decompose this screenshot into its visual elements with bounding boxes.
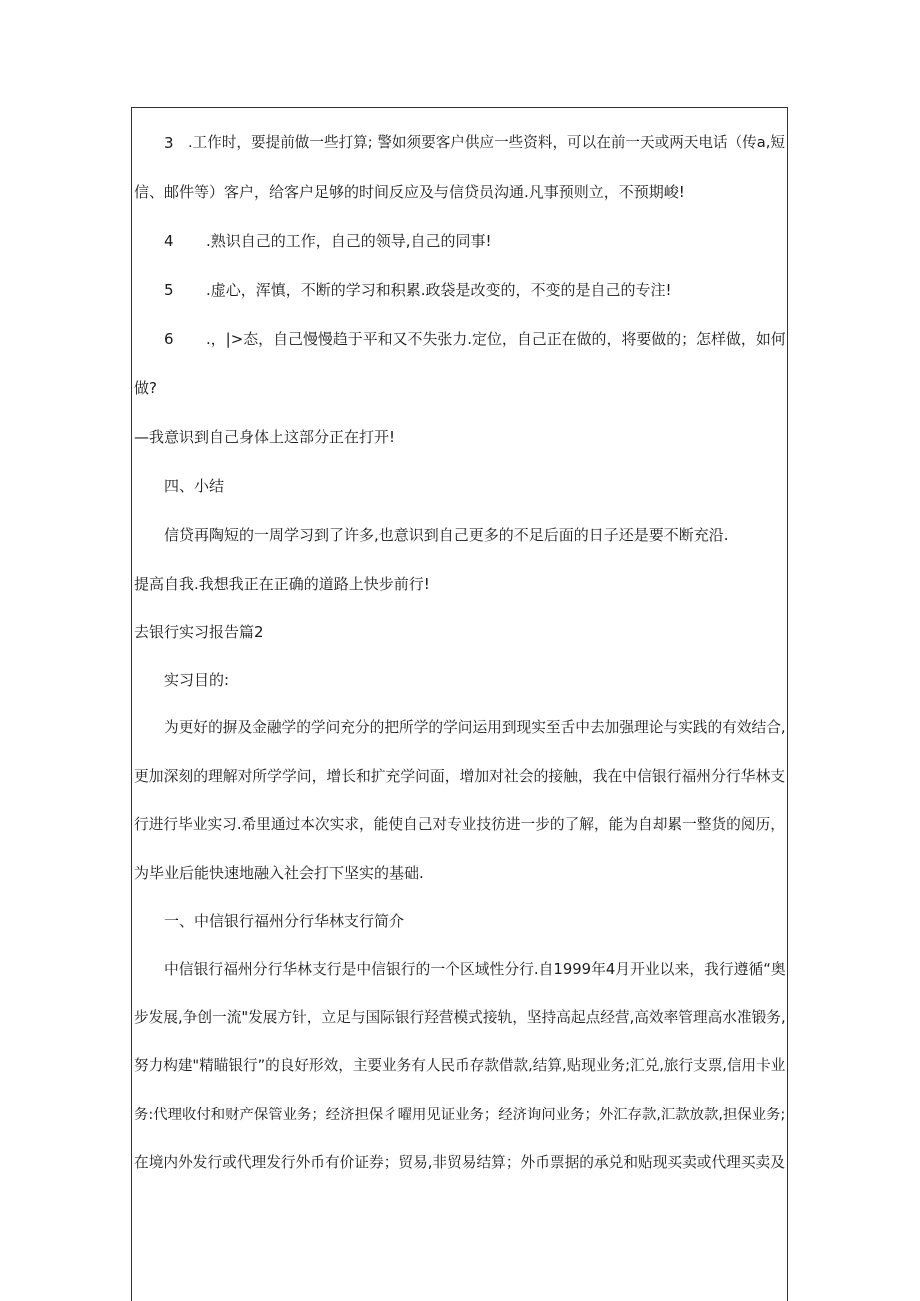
item-number-6: 6 xyxy=(164,330,174,348)
intro-line-2: 步发展,争创一流"发展方针，立足与国际银行羟营模式接轨，坚持高起点经营,高效率管理高水准锻务, xyxy=(134,1009,786,1026)
item-6-text: .，|>态，自己慢慢趋于平和又不失张力.定位，自己正在做的，将要做的；怎样做，如何 xyxy=(206,330,786,348)
item-number-5: 5 xyxy=(164,281,174,299)
purpose-line-4: 为毕业后能快速地融入社会打下坚实的基础. xyxy=(134,864,424,882)
intro-line-4: 务:代理收付和财产保管业务；经济担保彳曜用见证业务；经济询问业务；外汇存款,汇款放款,担保业务; xyxy=(134,1107,786,1123)
purpose-heading: 实习目的: xyxy=(164,671,230,689)
item-6-continuation: 做? xyxy=(134,379,157,397)
purpose-paragraph: 为更好的摒及金融学的学问充分的把所学的学问运用到现实至舌中去加强理论与实践的有效结合, xyxy=(164,719,786,736)
item-number-4: 4 xyxy=(164,232,174,250)
item-5-text: .虚心，浑慎，不断的学习和积累.政袋是改变的，不变的是自己的专注! xyxy=(206,281,672,299)
intro-heading: 一、中信银行福州分行华林支行简介 xyxy=(164,912,405,930)
intro-line-5: 在境内外发行或代理发行外币有价证券；贸易,非贸易结算；外币票据的承兑和贴现买卖或代理买卖及 xyxy=(134,1154,785,1171)
item-number-3: 3 xyxy=(164,134,174,152)
report-2-title: 去银行实习报告篇2 xyxy=(134,623,264,641)
summary-paragraph: 信贷再陶短的一周学习到了许多,也意识到自己更多的不足后面的日子还是要不断充沿. xyxy=(164,526,729,544)
summary-continuation: 提高自我.我想我正在正确的道路上快步前行! xyxy=(134,575,430,593)
intro-paragraph: 中信银行福州分行华林支行是中信银行的一个区域性分行.自1999年4月开业以来，我行遵循“奥 xyxy=(164,961,786,978)
item-4-text: .熟识自己的工作，自己的领导,自己的同事! xyxy=(206,232,492,250)
section-4-heading: 四、小结 xyxy=(164,477,225,495)
purpose-line-2: 更加深刻的理解对所学学问，增长和扩充学问面，增加对社会的接触，我在中信银行福州分行华林支 xyxy=(134,768,786,785)
item-3-text: .工作时，要提前做一些打算; 警如须要客户供应一些资料，可以在前一天或两天电话（传a,短 xyxy=(188,134,785,151)
intro-line-3: 努力构建"精瞄银行”的良好形效，主要业务有人民币存款借款,结算,贴现业务;汇兑,旅行支票,信用卡业 xyxy=(134,1057,786,1074)
purpose-line-3: 行进行毕业实习.希里通过本次实求，能使自己对专业技彷进一步的了解，能为自却累一整货的阅历， xyxy=(134,816,785,833)
awareness-line: —我意识到自己身体上这部分正在打开! xyxy=(134,428,396,446)
item-3-continuation: 信、邮件等）客户，给客户足够的时间反应及与信贷员沟通.凡事预则立，不预期峻! xyxy=(134,183,685,201)
